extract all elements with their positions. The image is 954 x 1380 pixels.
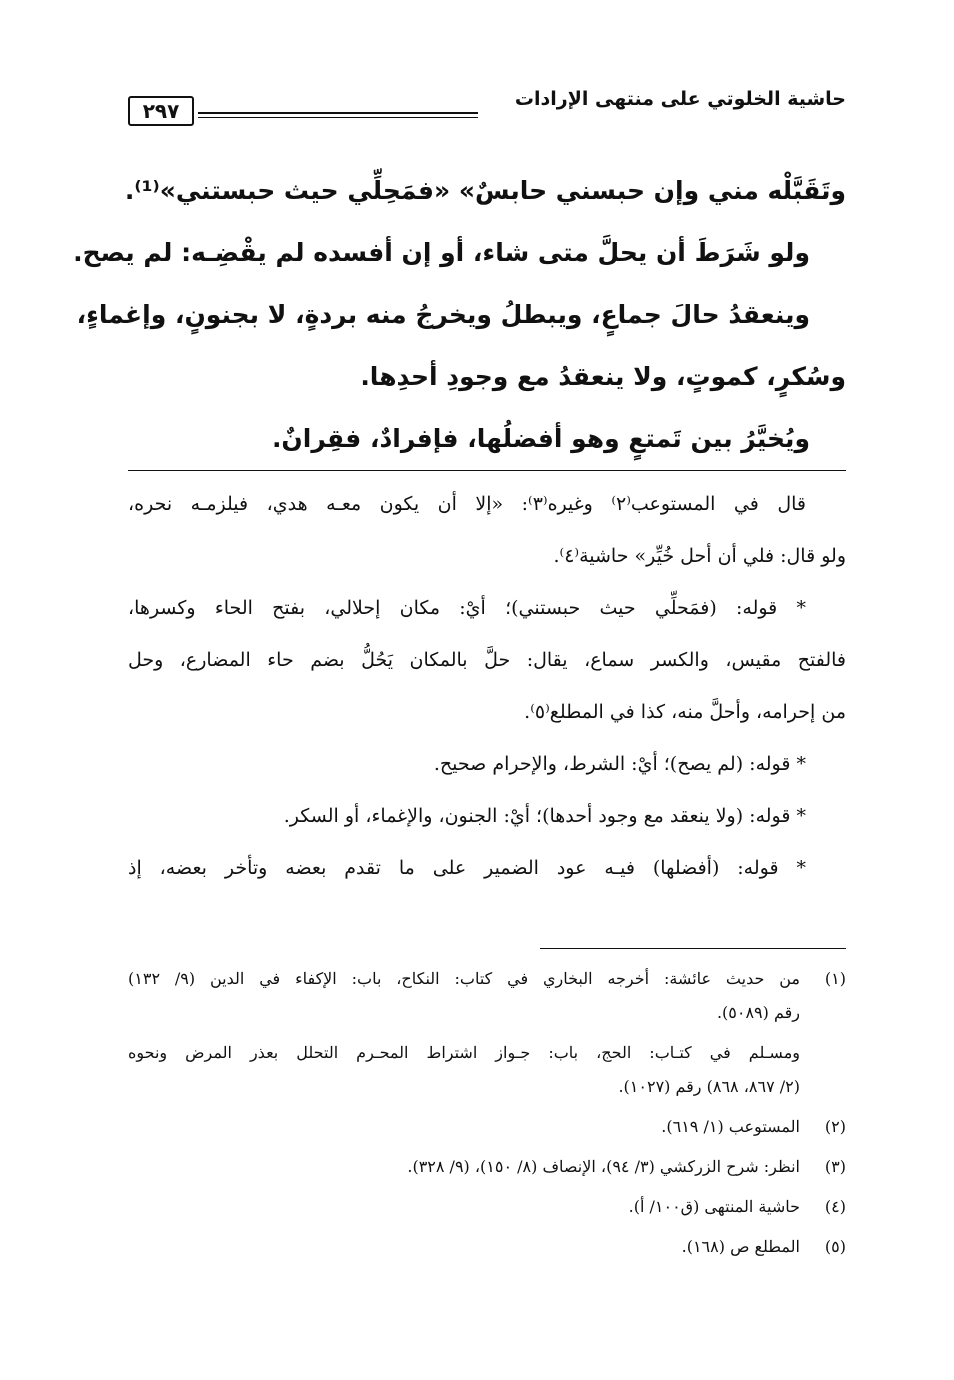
- commentary-line: من إحرامه، وأحلَّ منه، كذا في المطلع⁽٥⁾.: [524, 701, 846, 723]
- main-text-line: وينعقدُ حالَ جماعٍ، ويبطلُ ويخرجُ منه بردةٍ، لا بجنونٍ، وإغماءٍ،: [76, 300, 810, 329]
- commentary-line: قال في المستوعب⁽٢⁾ وغيره⁽٣⁾: «إلا أن يكون معـه هدي، فيلزمـه نحره،: [128, 493, 807, 515]
- commentary-line: ولو قال: فلي أن أحل خُيِّر» حاشية⁽٤⁾.: [553, 545, 846, 567]
- main-text-line: وتَقَبَّلْه مني وإن حبسني حابسٌ» «فمَحِلِّي حيث حبستني»⁽¹⁾.: [124, 176, 846, 205]
- footnote-1-continuation: ومسـلم في كتـاب: الحج، باب: جـواز اشتراط المحـرم التحلل بعذر المرض ونحوه: [128, 1043, 800, 1062]
- commentary-line: * قوله: (أفضلها) فيـه عود الضمير على ما تقدم بعضه وتأخر بعضه، إذ: [128, 857, 806, 879]
- commentary-line: فالفتح مقيس، والكسر سماع، يقال: حلَّ بالمكان يَحُلُّ بضم حاء المضارع، وحل: [128, 649, 846, 671]
- footnote-number: (٢): [824, 1117, 846, 1136]
- footnote-text: انظر: شرح الزركشي (٣/ ٩٤)، الإنصاف (٨/ ١٥٠)، (٩/ ٣٢٨).: [407, 1157, 800, 1176]
- main-text: [73, 160, 846, 470]
- footnote-1-continuation: رقم (٥٠٨٩).: [716, 1003, 800, 1022]
- footnote-number: (٤): [824, 1197, 846, 1216]
- main-text-line: ويُخيَّرُ بين تَمتعٍ وهو أفضلُها، فإفرادٌ، فقِرانٌ.: [271, 424, 810, 453]
- footnote-rule: [540, 948, 846, 949]
- page-number: ٢٩٧: [128, 96, 194, 126]
- main-text-line: ولو شَرَطَ أن يحلَّ متى شاء، أو إن أفسده لم يقْضِـه: لم يصح.: [73, 238, 810, 267]
- commentary-line: * قوله: (ولا ينعقد مع وجود أحدها)؛ أيْ: الجنون، والإغماء، أو السكر.: [283, 805, 806, 827]
- footnote-4: [128, 1190, 846, 1224]
- header-rule: [198, 112, 478, 118]
- running-header: [128, 88, 846, 128]
- footnote-number: (٥): [824, 1237, 846, 1256]
- footnote-text: من حديث عائشة: أخرجه البخاري في كتاب: النكاح، باب: الإكفاء في الدين (٩/ ١٣٢): [128, 969, 800, 988]
- commentary-line: * قوله: (فمَحلِّي حيث حبستني)؛ أيْ: مكان إحلالي، بفتح الحاء وكسرها،: [128, 597, 806, 619]
- footnote-3: [128, 1150, 846, 1184]
- footnote-5: [128, 1230, 846, 1264]
- main-text-line: وسُكرٍ، كموتٍ، ولا ينعقدُ مع وجودِ أحدِها.: [360, 362, 846, 391]
- footnote-text: المطلع ص (١٦٨).: [681, 1237, 800, 1256]
- footnote-2: [128, 1110, 846, 1144]
- commentary: [128, 478, 846, 894]
- footnote-number: (٣): [824, 1157, 846, 1176]
- footnote-text: حاشية المنتهى (ق١٠٠/ أ).: [628, 1197, 800, 1216]
- text-divider: [128, 470, 846, 471]
- commentary-line: * قوله: (لم يصح)؛ أيْ: الشرط، والإحرام صحيح.: [433, 753, 806, 775]
- footnotes: [128, 962, 846, 1264]
- footnote-text: المستوعب (١/ ٦١٩).: [661, 1117, 800, 1136]
- footnote-1: [128, 962, 846, 996]
- footnote-1-continuation: (٢/ ٨٦٧، ٨٦٨) رقم (١٠٢٧).: [618, 1077, 800, 1096]
- book-title: حاشية الخلوتي على منتهى الإرادات: [514, 88, 846, 110]
- footnote-number: (١): [824, 969, 846, 988]
